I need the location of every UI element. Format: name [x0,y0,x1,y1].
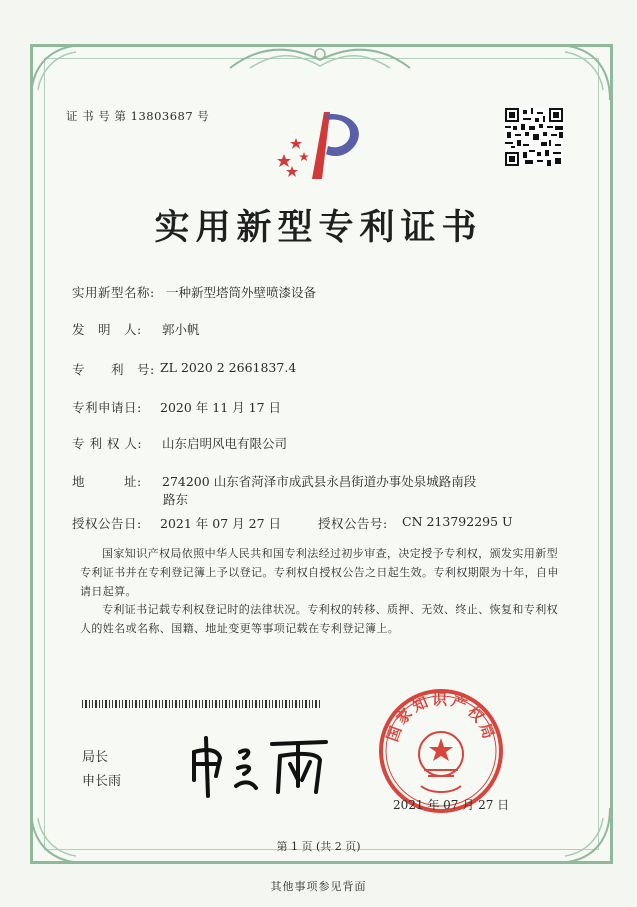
director-name: 申长雨 [82,774,122,789]
utility-model-name-value: 一种新型塔筒外壁喷漆设备 [166,285,317,300]
filing-date-value: 2020 年 11 月 17 日 [160,400,281,415]
grant-date-value: 2021 年 07 月 27 日 [160,516,281,531]
page-number: 第 1 页 (共 2 页) [276,840,361,853]
address-value-line-1: 274200 山东省菏泽市成武县永昌街道办事处泉城路南段 [162,474,477,489]
patent-number-value: ZL 2020 2 2661837.4 [160,360,297,375]
utility-model-name-label: 实用新型名称: [72,285,155,300]
svg-text:国家知识产权局 [383,691,498,744]
cnipa-logo-icon [272,104,372,184]
address-label: 地 址: [72,474,142,489]
grant-number-value: CN 213792295 U [402,514,513,529]
filing-date-label: 专利申请日: [72,400,142,415]
patent-number-label: 专 利 号: [72,362,155,377]
seal-text: 国家知识产权局 [383,690,499,744]
grant-number-label: 授权公告号: [318,516,388,531]
statement-paragraph-2: 专利证书记载专利权登记时的法律状况。专利权的转移、质押、无效、终止、恢复和专利权人的姓名或名称、国籍、地址变更等事项记载在专利登记簿上。 [80,603,558,635]
qr-code-icon [505,108,563,166]
seal-date: 2021 年 07 月 27 日 [393,798,510,812]
certificate-number: 证 书 号 第 13803687 号 [66,109,210,123]
grant-date-label: 授权公告日: [72,516,142,531]
corner-ornament-top-right-icon [545,40,615,110]
patentee-label: 专 利 权 人: [72,436,143,451]
corner-ornament-top-left-icon [26,40,96,110]
corner-ornament-bottom-right-icon [545,798,615,868]
director-title: 局长 [82,750,109,765]
corner-ornament-bottom-left-icon [26,798,96,868]
inventor-value: 郭小帆 [162,322,200,337]
footer-note: 其他事项参见背面 [270,880,367,893]
director-signature-icon [186,730,336,800]
top-ornament-icon [220,40,420,74]
address-value-line-2: 路东 [163,492,189,507]
certificate-title: 实用新型专利证书 [154,207,483,248]
barcode-icon [82,700,322,708]
inventor-label: 发 明 人: [72,322,142,337]
statement-paragraph-1: 国家知识产权局依照中华人民共和国专利法经过初步审查，决定授予专利权，颁发实用新型专利证书并在专利登记簿上予以登记。专利权自授权公告之日起生效。专利权期限为十年，自申请日起算。 [80,547,559,598]
patentee-value: 山东启明风电有限公司 [162,436,288,451]
